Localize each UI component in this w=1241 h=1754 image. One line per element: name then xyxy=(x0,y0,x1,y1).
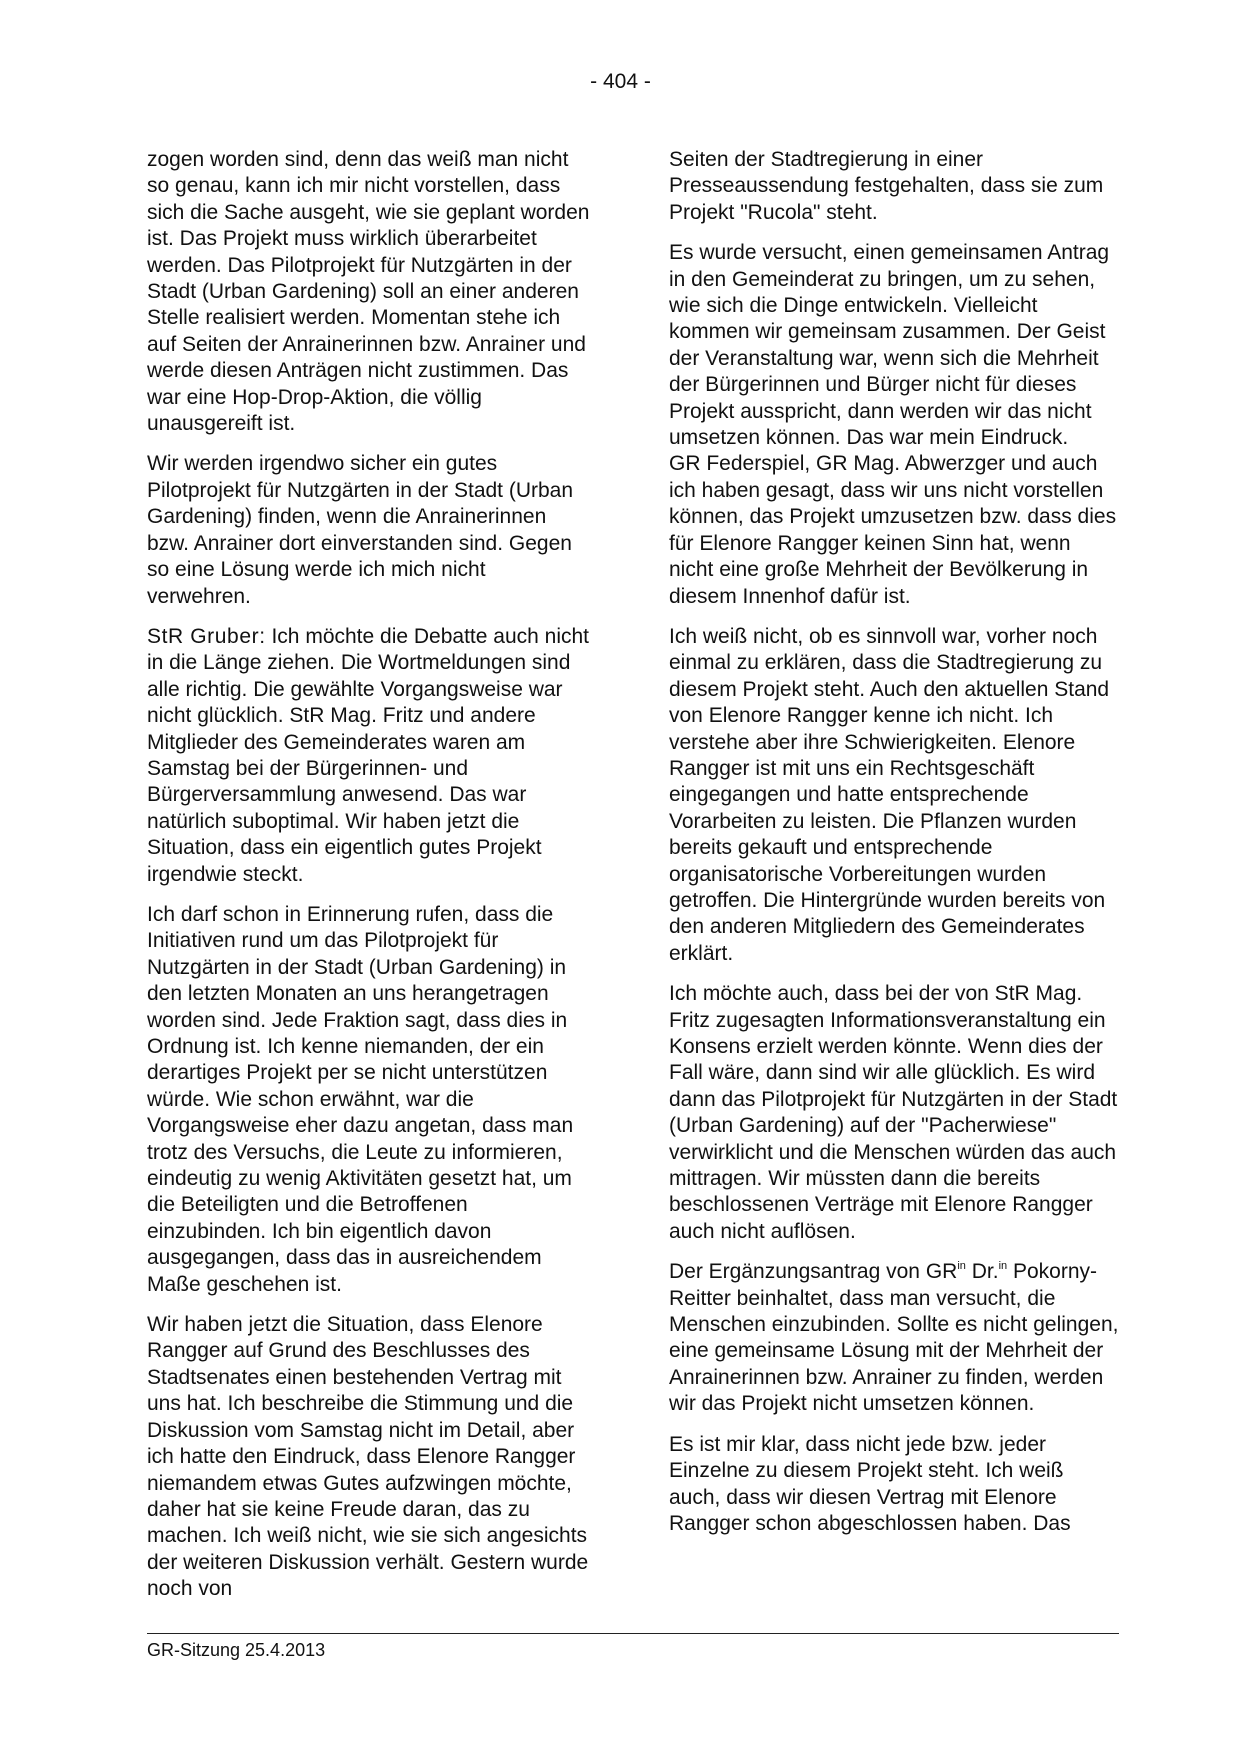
paragraph: Seiten der Stadtregierung in einer Presseaussendung festgehalten, dass sie zum Projekt "Rucola" steht. xyxy=(669,148,1104,224)
text-part: Pokorny-Reitter beinhaltet, dass man versucht, die Menschen einzubinden. Sollte es nicht gelingen, eine gemeinsame Lösung mit der Mehrheit der Anrainerinnen bzw. Anrainer zu finden, werden wir das Projekt nicht umsetzen können. xyxy=(669,1260,1119,1416)
paragraph: Es ist mir klar, dass nicht jede bzw. jeder Einzelne zu diesem Projekt steht. Ich weiß auch, dass wir diesen Vertrag mit Elenore Rangger schon abgeschlossen haben. Das xyxy=(669,1432,1071,1535)
paragraph-text: Ich möchte die Debatte auch nicht in die Länge ziehen. Die Wortmeldungen sind alle richtig. Die gewählte Vorgangsweise war nicht glücklich. StR Mag. Fritz und andere Mitglieder des Gemeinderates waren am Samstag bei der Bürgerinnen- und Bürgerversammlung anwesend. Das war natürlich suboptimal. Wir haben jetzt die Situation, dass ein eigentlich gutes Projekt irgendwie steckt. xyxy=(147,624,589,886)
paragraph: Ich weiß nicht, ob es sinnvoll war, vorher noch einmal zu erklären, dass die Stadtregierung zu diesem Projekt steht. Auch den aktuellen Stand von Elenore Rangger kenne ich nicht. Ich verstehe aber ihre Schwierigkeiten. Elenore Rangger ist mit uns ein Rechtsgeschäft eingegangen und hatte entsprechende Vorarbeiten zu leisten. Die Pflanzen wurden bereits gekauft und entsprechende organisatorische Vorbereitungen wurden getroffen. Die Hintergründe wurden bereits von den anderen Mitgliedern des Gemeinderates erklärt. xyxy=(669,624,1110,965)
footer-session-label: GR-Sitzung 25.4.2013 xyxy=(147,1640,326,1660)
left-column xyxy=(147,147,590,1617)
paragraph-with-superscripts xyxy=(669,1259,1119,1417)
superscript: in xyxy=(998,1260,1008,1273)
paragraph: zogen worden sind, denn das weiß man nicht so genau, kann ich mir nicht vorstellen, dass sich die Sache ausgeht, wie sie geplant worden ist. Das Projekt muss wirklich überarbeitet werden. Das Pilotprojekt für Nutzgärten in der Stadt (Urban Gardening) soll an einer anderen Stelle realisiert werden. Momentan stehe ich auf Seiten der Anrainerinnen bzw. Anrainer und werde diesen Anträgen nicht zustimmen. Das war eine Hop-Drop-Aktion, die völlig unausgereift ist. xyxy=(147,148,590,436)
text-part: Der Ergänzungsantrag von GR xyxy=(669,1260,958,1284)
footer-divider xyxy=(147,1633,1119,1634)
superscript: in xyxy=(957,1260,966,1273)
paragraph: Wir haben jetzt die Situation, dass Elenore Rangger auf Grund des Beschlusses des Stadtsenates einen bestehenden Vertrag mit uns hat. Ich beschreibe die Stimmung und die Diskussion vom Samstag nicht im Detail, aber ich hatte den Eindruck, dass Elenore Rangger niemandem etwas Gutes aufzwingen möchte, daher hat sie keine Freude daran, das zu machen. Ich weiß nicht, wie sie sich angesichts der weiteren Diskussion verhält. Gestern wurde noch von xyxy=(147,1313,589,1601)
paragraph: Ich möchte auch, dass bei der von StR Mag. Fritz zugesagten Informationsveranstaltung ein Konsens erzielt werden könnte. Wenn dies der Fall wäre, dann sind wir alle glücklich. Es wird dann das Pilotprojekt für Nutzgärten in der Stadt (Urban Gardening) auf der "Pacherwiese" verwirklicht und die Menschen würden das auch mittragen. Wir müssten dann die bereits beschlossenen Verträge mit Elenore Rangger auch nicht auflösen. xyxy=(669,982,1118,1243)
paragraph: Ich darf schon in Erinnerung rufen, dass die Initiativen rund um das Pilotprojekt für Nutzgärten in der Stadt (Urban Gardening) in den letzten Monaten an uns herangetragen worden sind. Jede Fraktion sagt, dass dies in Ordnung ist. Ich kenne niemanden, der ein derartiges Projekt per se nicht unterstützen würde. Wie schon erwähnt, war die Vorgangsweise eher dazu angetan, dass man trotz des Versuchs, die Leute zu informieren, eindeutig zu wenig Aktivitäten gesetzt hat, um die Beteiligten und die Betroffenen einzubinden. Ich bin eigentlich davon ausgegangen, dass das in ausreichendem Maße geschehen ist. xyxy=(147,902,574,1296)
speaker-paragraph xyxy=(147,624,590,888)
paragraph: Wir werden irgendwo sicher ein gutes Pilotprojekt für Nutzgärten in der Stadt (Urban Gardening) finden, wenn die Anrainerinnen bzw. Anrainer dort einverstanden sind. Gegen so eine Lösung werde ich mich nicht verwehren. xyxy=(147,452,574,608)
right-column xyxy=(669,147,1119,1551)
paragraph: GR Federspiel, GR Mag. Abwerzger und auch ich haben gesagt, dass wir uns nicht vorstellen können, das Projekt umzusetzen bzw. dass dies für Elenore Rangger keinen Sinn hat, wenn nicht eine große Mehrheit der Bevölkerung in diesem Innenhof dafür ist. xyxy=(669,452,1117,608)
page-number: - 404 - xyxy=(590,70,651,93)
text-part: Dr. xyxy=(965,1260,999,1284)
paragraph: Es wurde versucht, einen gemeinsamen Antrag in den Gemeinderat zu bringen, um zu sehen, wie sich die Dinge entwickeln. Vielleicht kommen wir gemeinsam zusammen. Der Geist der Veranstaltung war, wenn sich die Mehrheit der Bürgerinnen und Bürger nicht für dieses Projekt ausspricht, dann werden wir das nicht umsetzen können. Das war mein Eindruck. xyxy=(669,241,1110,450)
speaker-name: StR Gruber: xyxy=(147,624,266,648)
